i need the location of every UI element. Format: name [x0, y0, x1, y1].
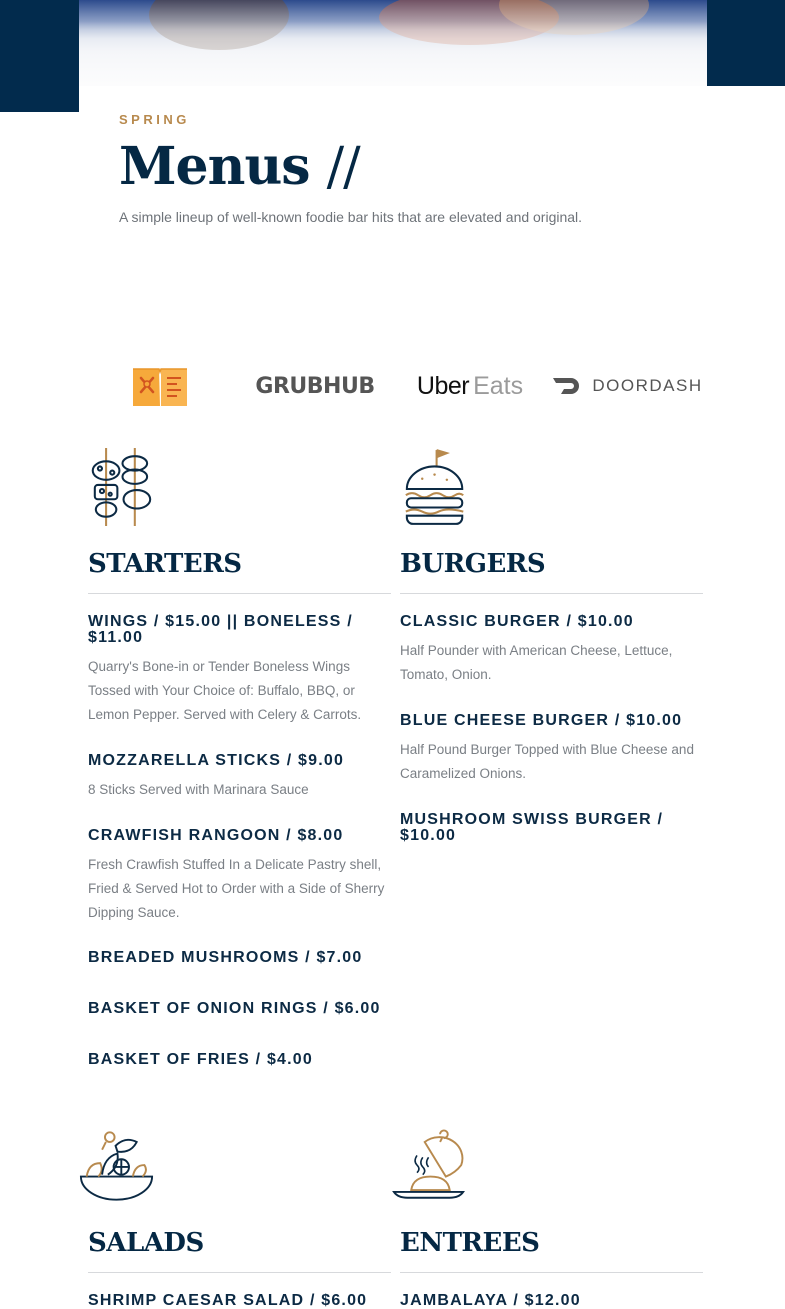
divider — [400, 593, 703, 594]
menu-item-title: CLASSIC BURGER / $10.00 — [400, 613, 634, 630]
menu-item-title: SHRIMP CAESAR SALAD / $6.00 — [88, 1292, 368, 1309]
menu-item-description: Half Pounder with American Cheese, Lettuce, Tomato, Onion. — [400, 643, 673, 682]
divider — [88, 1272, 391, 1273]
menu-book-icon — [131, 364, 189, 408]
ubereats-eats-text: Eats — [473, 371, 524, 400]
section-title-salads: SALADS — [88, 1228, 204, 1258]
menu-item-title: MUSHROOM SWISS BURGER / $10.00 — [400, 811, 664, 844]
menu-item-title: BREADED MUSHROOMS / $7.00 — [88, 949, 363, 966]
skewers-icon — [85, 448, 160, 528]
divider — [88, 593, 391, 594]
cloche-icon — [392, 1126, 467, 1206]
menu-item-title: MOZZARELLA STICKS / $9.00 — [88, 752, 345, 769]
ubereats-link[interactable] — [405, 362, 535, 410]
hero-navy-block-right — [707, 0, 785, 86]
section-title-entrees: ENTREES — [400, 1228, 540, 1258]
menu-item-title: WINGS / $15.00 || BONELESS / $11.00 — [88, 613, 353, 646]
section-title-burgers: BURGERS — [400, 549, 546, 579]
menu-item-description: Fresh Crawfish Stuffed In a Delicate Pastry shell, Fried & Served Hot to Order with a Side of Sherry Dipping Sauce. — [88, 857, 385, 920]
burger-icon — [395, 448, 470, 528]
grubhub-link[interactable]: GRUBHUB — [255, 373, 375, 399]
menu-book-link[interactable] — [130, 362, 190, 410]
ubereats-uber-text: Uber — [416, 371, 470, 400]
salad-bowl-icon — [79, 1126, 154, 1206]
menu-item-title: BASKET OF ONION RINGS / $6.00 — [88, 1000, 381, 1017]
menu-item-title: BASKET OF FRIES / $4.00 — [88, 1051, 313, 1068]
section-title-starters: STARTERS — [88, 549, 242, 579]
divider — [400, 1272, 703, 1273]
doordash-logo-icon — [552, 377, 584, 395]
page-title: Menus // — [119, 136, 360, 197]
menu-item-title: JAMBALAYA / $12.00 — [400, 1292, 581, 1309]
menu-item-description: Half Pound Burger Topped with Blue Cheese and Caramelized Onions. — [400, 742, 694, 781]
menu-item-title: CRAWFISH RANGOON / $8.00 — [88, 827, 344, 844]
page-subtitle: A simple lineup of well-known foodie bar hits that are elevated and original. — [119, 209, 583, 225]
doordash-text: DOORDASH — [592, 376, 703, 395]
hero-photo — [79, 0, 707, 86]
doordash-link[interactable] — [550, 362, 705, 410]
menu-item-description: 8 Sticks Served with Marinara Sauce — [88, 782, 309, 797]
menu-item-description: Quarry's Bone-in or Tender Boneless Wings Tossed with Your Choice of: Buffalo, BBQ, or Lemon Pepper. Served with Celery & Carrots. — [88, 659, 362, 722]
menu-item-title: BLUE CHEESE BURGER / $10.00 — [400, 712, 683, 729]
hero-navy-block-left — [0, 0, 79, 112]
season-eyebrow: SPRING — [119, 112, 190, 127]
